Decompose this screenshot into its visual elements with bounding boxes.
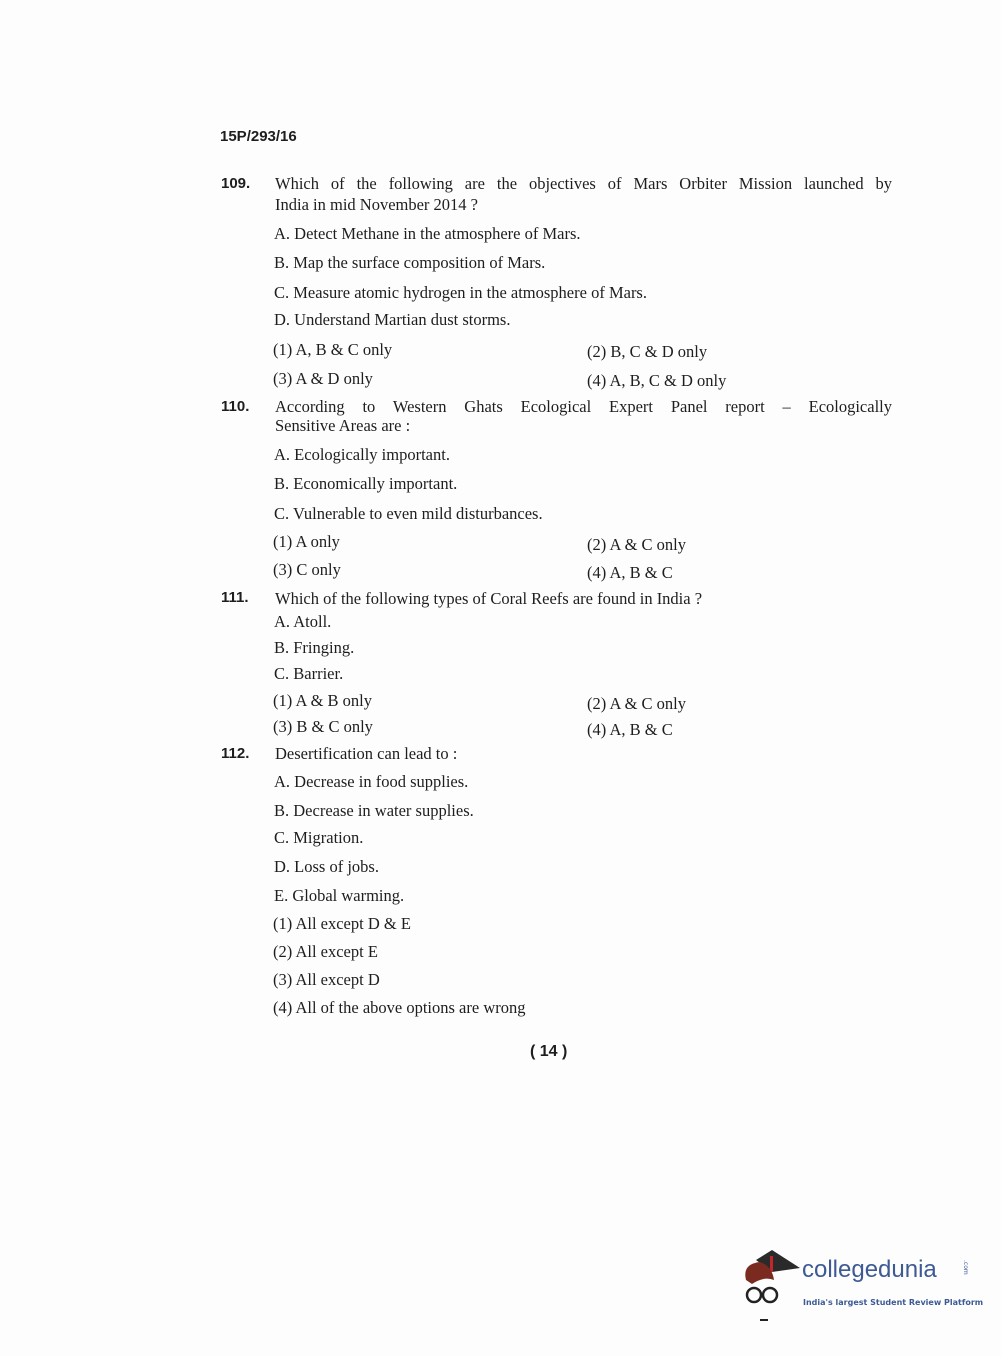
question-number: 111. [221,589,249,606]
statement: C. Vulnerable to even mild disturbances. [274,504,543,523]
answer-option: (1) A & B only [273,691,373,710]
collegedunia-logo [742,1250,984,1325]
statement: D. Loss of jobs. [274,857,379,876]
question-stem-line: Which of the following types of Coral Reefs are found in India ? [275,589,703,608]
statement: E. Global warming. [274,886,405,905]
answer-option: (2) B, C & D only [587,342,708,361]
statement: C. Migration. [274,828,364,847]
question-stem-line: According to Western Ghats Ecological Expert Panel report – Ecologically [275,397,892,416]
statement: A. Ecologically important. [274,445,450,464]
brand-name: collegedunia [802,1256,937,1283]
answer-option: (2) A & C only [587,694,687,713]
page-number: ( 14 ) [530,1043,568,1060]
statement: B. Decrease in water supplies. [274,801,474,820]
answer-option: (4) A, B, C & D only [587,371,727,390]
paper-code: 15P/293/16 [220,128,297,145]
question-number: 110. [221,398,250,415]
answer-option: (4) A, B & C [587,720,673,739]
answer-option: (1) All except D & E [273,914,411,933]
statement: C. Barrier. [274,664,344,683]
question-stem-line: Desertification can lead to : [275,744,458,763]
statement: B. Map the surface composition of Mars. [274,253,546,272]
answer-option: (2) All except E [273,942,378,961]
question-number: 109. [221,175,251,192]
question-stem-line: Sensitive Areas are : [275,416,411,435]
answer-option: (3) C only [273,560,341,579]
answer-option: (3) A & D only [273,369,373,388]
question-stem-line: India in mid November 2014 ? [275,195,478,214]
statement: A. Decrease in food supplies. [274,772,469,791]
statement: B. Fringing. [274,638,355,657]
answer-option: (3) B & C only [273,717,373,736]
answer-option: (3) All except D [273,970,380,989]
statement: B. Economically important. [274,474,458,493]
statement: D. Understand Martian dust storms. [274,310,511,329]
statement: A. Atoll. [274,612,332,631]
answer-option: (4) A, B & C [587,563,673,582]
question-stem-line: Which of the following are the objectives of Mars Orbiter Mission launched by [275,174,892,193]
statement: C. Measure atomic hydrogen in the atmosphere of Mars. [274,283,647,302]
brand-domain: .com [962,1260,969,1275]
answer-option: (1) A, B & C only [273,340,393,359]
answer-option: (4) All of the above options are wrong [273,998,526,1017]
answer-option: (2) A & C only [587,535,687,554]
mascot-icon [742,1250,802,1325]
answer-option: (1) A only [273,532,340,551]
question-number: 112. [221,745,250,762]
statement: A. Detect Methane in the atmosphere of Mars. [274,224,581,243]
brand-tagline: India's largest Student Review Platform [803,1298,984,1307]
